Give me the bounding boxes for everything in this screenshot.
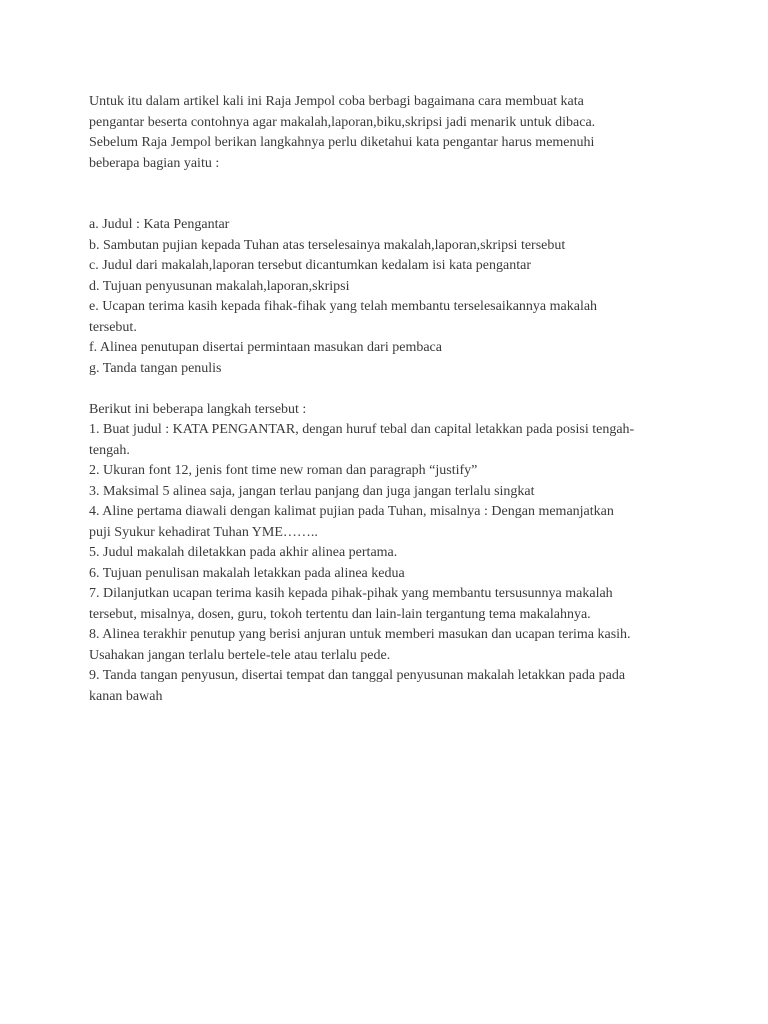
list-item: g. Tanda tangan penulis: [89, 360, 222, 376]
list-item: tersebut, misalnya, dosen, guru, tokoh tertentu dan lain-lain tergantung tema makalahnya.: [89, 606, 591, 622]
list-item: a. Judul : Kata Pengantar: [89, 217, 230, 232]
intro-paragraph: [89, 92, 689, 174]
list-item: e. Ucapan terima kasih kepada fihak-fihak yang telah membantu terselesaikannya makalah: [89, 299, 598, 314]
list-item: Usahakan jangan terlalu bertele-tele atau terlalu pede.: [89, 647, 391, 663]
list-item: 2. Ukuran font 12, jenis font time new roman dan paragraph “justify”: [89, 463, 478, 478]
spacer: [89, 174, 689, 215]
list-item: f. Alinea penutupan disertai permintaan masukan dari pembaca: [89, 340, 442, 355]
list-item: 8. Alinea terakhir penutup yang berisi anjuran untuk memberi masukan dan ucapan terima kasih.: [89, 627, 631, 642]
list-item: 6. Tujuan penulisan makalah letakkan pada alinea kedua: [89, 565, 405, 581]
steps-heading: Berikut ini beberapa langkah tersebut :: [89, 401, 307, 417]
list-item: b. Sambutan pujian kepada Tuhan atas terselesainya makalah,laporan,skripsi tersebut: [89, 237, 566, 253]
list-item: c. Judul dari makalah,laporan tersebut dicantumkan kedalam isi kata pengantar: [89, 258, 532, 273]
list-item: 9. Tanda tangan penyusun, disertai tempat dan tanggal penyusunan makalah letakkan pada pada: [89, 668, 626, 683]
intro-line: beberapa bagian yaitu :: [89, 155, 220, 171]
list-item: puji Syukur kehadirat Tuhan YME……..: [89, 524, 318, 540]
steps-list: [89, 400, 689, 708]
list-item: 3. Maksimal 5 alinea saja, jangan terlau panjang dan juga jangan terlalu singkat: [89, 483, 535, 499]
list-item: tengah.: [89, 442, 130, 458]
intro-line: pengantar beserta contohnya agar makalah,laporan,biku,skripsi jadi menarik untuk dibaca.: [89, 114, 596, 130]
list-item: d. Tujuan penyusunan makalah,laporan,skripsi: [89, 278, 350, 294]
list-item: tersebut.: [89, 319, 137, 335]
list-item: 5. Judul makalah diletakkan pada akhir alinea pertama.: [89, 545, 398, 560]
parts-list: [89, 215, 689, 379]
list-item: 1. Buat judul : KATA PENGANTAR, dengan huruf tebal dan capital letakkan pada posisi tengah-: [89, 422, 635, 437]
intro-line: Sebelum Raja Jempol berikan langkahnya perlu diketahui kata pengantar harus memenuhi: [89, 135, 595, 150]
spacer: [89, 379, 689, 400]
list-item: 7. Dilanjutkan ucapan terima kasih kepada pihak-pihak yang membantu tersusunnya makalah: [89, 586, 613, 601]
list-item: kanan bawah: [89, 688, 163, 704]
document-page: [89, 92, 689, 707]
list-item: 4. Aline pertama diawali dengan kalimat pujian pada Tuhan, misalnya : Dengan memanjatkan: [89, 504, 614, 519]
intro-line: Untuk itu dalam artikel kali ini Raja Jempol coba berbagi bagaimana cara membuat kata: [89, 94, 584, 109]
